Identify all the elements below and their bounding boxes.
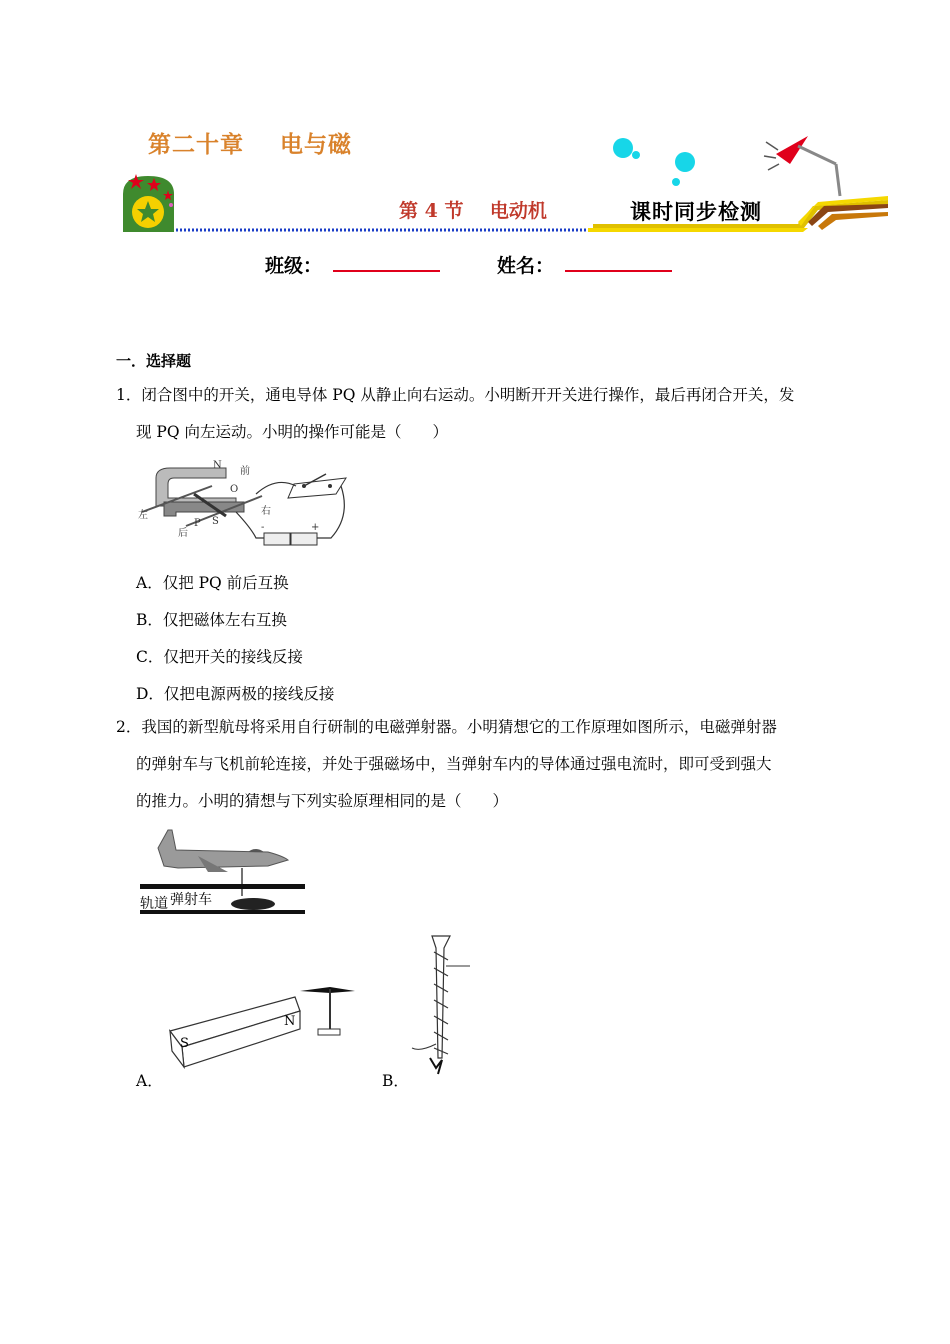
label-right: 右 [261, 506, 271, 517]
question-1-line-1: 1．闭合图中的开关，通电导体 PQ 从静止向右运动。小明断开开关进行操作，最后再闭合开关，发 [116, 386, 795, 404]
label-p: P [194, 518, 201, 529]
class-field[interactable] [333, 270, 440, 272]
question-2-line-2: 的弹射车与飞机前轮连接，并处于强磁场中，当弹射车内的导体通过强电流时，即可受到强大 [136, 755, 772, 773]
star-badge-icon [123, 174, 174, 232]
motor-experiment-figure [136, 456, 356, 550]
bubbles-icon [613, 138, 695, 186]
section-title: 第 4 节 电动机 [399, 200, 547, 222]
section-heading: 一．选择题 [116, 352, 192, 370]
question-1-option-a[interactable]: A．仅把 PQ 前后互换 [136, 574, 289, 592]
question-1-line-2: 现 PQ 向左运动。小明的操作可能是（ ） [136, 423, 448, 441]
magnet-compass-figure [160, 985, 360, 1083]
nail-coil-icon [412, 936, 470, 1074]
label-o: O [230, 484, 239, 495]
question-1-option-b[interactable]: B．仅把磁体左右互换 [136, 611, 287, 629]
question-2-line-3: 的推力。小明的猜想与下列实验原理相同的是（ ） [136, 792, 509, 810]
magnet-s-label: S [180, 1036, 189, 1051]
name-field[interactable] [565, 270, 672, 272]
desk-lamp-icon [764, 136, 840, 196]
question-2-option-b[interactable]: B． [382, 1072, 409, 1090]
question-2-option-a[interactable]: A． [136, 1072, 163, 1090]
compass-needle-icon [300, 987, 355, 1035]
label-n: N [213, 460, 222, 471]
label-plus: + [311, 522, 320, 533]
label-minus: - [261, 522, 265, 533]
label-s: S [212, 516, 219, 527]
question-1-option-d[interactable]: D．仅把电源两极的接线反接 [136, 685, 335, 703]
chapter-title: 第二十章 电与磁 [148, 131, 353, 158]
question-2-line-1: 2．我国的新型航母将采用自行研制的电磁弹射器。小明猜想它的工作原理如图所示，电磁弹射器 [116, 718, 777, 736]
fighter-jet-icon [158, 830, 288, 872]
label-back: 后 [178, 528, 188, 539]
magnet-n-label: N [284, 1014, 296, 1029]
label-front: 前 [240, 466, 250, 477]
question-1-option-c[interactable]: C．仅把开关的接线反接 [136, 648, 303, 666]
cart-label: 弹射车 [170, 892, 212, 908]
class-label: 班级： [265, 255, 323, 277]
label-left: 左 [138, 510, 148, 521]
electromagnet-nail-figure [406, 932, 476, 1077]
catapult-figure [138, 826, 308, 916]
bar-magnet-icon [170, 997, 300, 1067]
track-label: 轨道 [140, 896, 168, 912]
name-label: 姓名： [497, 255, 555, 277]
brand-label: 课时同步检测 [630, 199, 762, 224]
